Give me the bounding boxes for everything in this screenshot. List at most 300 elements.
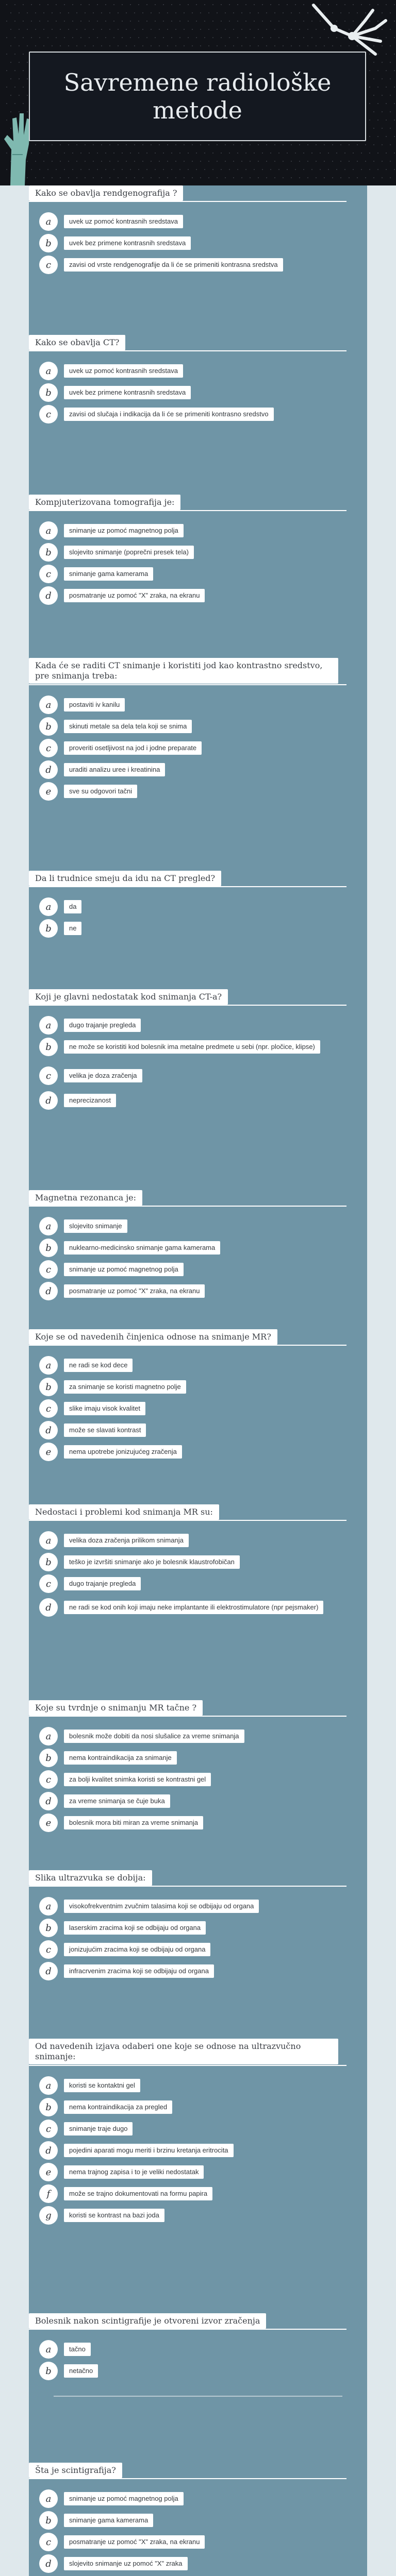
answer-option[interactable] [39,383,349,402]
dot [39,152,40,154]
dot [167,29,168,30]
answer-text: sve su odgovori tačni [64,785,137,798]
answer-option[interactable] [39,1574,349,1593]
dot [344,152,345,154]
dot [163,152,164,154]
dot [258,12,259,13]
dot [373,78,374,79]
answer-option[interactable] [39,234,349,252]
dot [89,4,90,5]
dot [14,4,15,5]
answer-option[interactable] [39,1260,349,1279]
answer-option[interactable] [39,1443,349,1461]
dot [307,161,308,162]
dot [283,161,284,162]
dot [130,169,131,170]
answer-option[interactable] [39,2120,349,2138]
dot [208,29,209,30]
dot [52,29,53,30]
answer-option[interactable] [39,1378,349,1396]
answer-option[interactable] [39,2206,349,2225]
question-underline [29,1886,346,1887]
answer-text: može se trajno dokumentovati na formu papira [64,2187,212,2200]
dot [188,21,189,22]
question-title-text: Od navedenih izjava odaberi one koje se odnose na ultrazvučno snimanje: [29,2039,338,2064]
dot [241,161,242,162]
dot [43,12,44,13]
dot [175,29,176,30]
dot [217,144,218,145]
answer-letter: e [39,782,58,801]
dot [134,29,135,30]
answer-text: ne radi se kod dece [64,1359,133,1372]
answer-option[interactable] [39,2184,349,2203]
dot [146,37,147,38]
dot [39,37,40,38]
answer-option[interactable] [39,696,349,714]
dot [138,169,139,170]
dot [85,161,86,162]
dot [163,37,164,38]
answer-letter: c [39,2120,58,2138]
dot [254,4,255,5]
dot [295,169,296,170]
dot [233,177,234,178]
answer-text: posmatranje uz pomoć "X" zraka, na ekranu [64,1284,205,1298]
dot [6,37,7,38]
dot [225,161,226,162]
dot [118,161,119,162]
dot [35,29,36,30]
answer-option[interactable] [39,2511,349,2530]
dot [291,45,292,46]
answer-text: snimanje gama kamerama [64,567,153,581]
dot [175,144,176,145]
dot [192,45,193,46]
dot [250,12,251,13]
dot [47,152,48,154]
dot [142,29,143,30]
dot [382,128,383,129]
answer-option[interactable] [39,1749,349,1767]
dot [43,177,44,178]
answer-option[interactable] [39,2554,349,2573]
answer-option[interactable] [39,1282,349,1300]
dot [64,21,65,22]
dot [122,169,123,170]
question-title-text: Magnetna rezonanca je: [29,1190,142,1206]
answer-option[interactable] [39,897,349,916]
answer-option[interactable] [39,586,349,605]
answer-option[interactable] [39,919,349,938]
dot [237,21,238,22]
answer-option[interactable] [39,760,349,779]
dot [64,169,65,170]
dot [386,169,387,170]
answer-text: postaviti iv kanilu [64,698,125,711]
answer-option[interactable] [39,1792,349,1810]
dot [188,152,189,154]
dot [365,161,366,162]
dot [204,21,205,22]
dot [184,177,185,178]
dot [151,144,152,145]
dot [241,45,242,46]
answer-option[interactable] [39,2076,349,2095]
answer-text: laserskim zracima koji se odbijaju od organa [64,1921,206,1935]
answer-option[interactable] [39,1038,349,1056]
answer-option[interactable] [39,1066,349,1085]
answer-option[interactable] [39,782,349,801]
dot [200,144,201,145]
answer-option[interactable] [39,1399,349,1418]
answer-text: posmatranje uz pomoć "X" zraka, na ekranu [64,2535,205,2549]
dot [394,54,395,55]
dot [373,177,374,178]
dot [340,161,341,162]
dot [89,152,90,154]
answer-letter: a [39,1531,58,1550]
question-title [29,1190,338,1206]
dot [270,152,271,154]
answer-option[interactable] [39,1897,349,1916]
answer-option[interactable] [39,256,349,274]
answer-letter: c [39,2533,58,2551]
dot [68,29,69,30]
answer-option[interactable] [39,717,349,736]
dot [126,144,127,145]
answer-option[interactable] [39,1356,349,1375]
dot [237,152,238,154]
answer-option[interactable] [39,212,349,231]
dot [221,4,222,5]
dot [27,29,28,30]
dot [299,29,300,30]
dot [369,136,370,137]
answer-option[interactable] [39,1962,349,1980]
question-title-text: Bolesnik nakon scintigrafije je otvoreni izvor zračenja [29,2313,266,2329]
answer-letter: b [39,919,58,938]
dot [192,161,193,162]
answer-option[interactable] [39,2163,349,2181]
dot [101,161,102,162]
dot [324,177,325,178]
dot [196,37,197,38]
dot [278,4,279,5]
dot [159,12,160,13]
answer-letter: e [39,1443,58,1461]
answer-letter: c [39,1770,58,1789]
dot [184,161,185,162]
dot [109,144,110,145]
dot [138,4,139,5]
answer-option[interactable] [39,2340,349,2359]
dot [23,4,24,5]
dot [167,177,168,178]
dot [23,37,24,38]
answer-option[interactable] [39,1239,349,1257]
dot [311,152,312,154]
answer-letter: e [39,2163,58,2181]
dot [109,177,110,178]
answer-option[interactable] [39,2362,349,2380]
answer-letter: b [39,1239,58,1257]
dot [233,12,234,13]
dot [85,45,86,46]
dot [377,152,378,154]
dot [316,177,317,178]
dot [390,111,391,112]
answer-option[interactable] [39,739,349,757]
dot [229,37,230,38]
dot [382,177,383,178]
question-title [29,2463,338,2478]
dot [167,144,168,145]
dot [155,152,156,154]
dot [336,152,337,154]
answer-option[interactable] [39,2533,349,2551]
dot [373,111,374,112]
answer-option[interactable] [39,1016,349,1035]
dot [60,29,61,30]
question-title-text: Slika ultrazvuka se dobija: [29,1870,152,1886]
dot [307,177,308,178]
answer-option[interactable] [39,2489,349,2508]
dot [266,161,267,162]
dot [142,161,143,162]
dot [192,144,193,145]
dot [316,161,317,162]
answer-letter: a [39,1897,58,1916]
dot [212,21,213,22]
dot [369,103,370,104]
dot [316,144,317,145]
answer-option[interactable] [39,1727,349,1745]
dot [394,136,395,137]
dot [229,21,230,22]
dot [72,169,73,170]
answer-option[interactable] [39,1531,349,1550]
answer-option[interactable] [39,521,349,540]
dot [159,161,160,162]
answer-letter: d [39,760,58,779]
dot [221,21,222,22]
dot [72,152,73,154]
dot [134,177,135,178]
answer-text: bolesnik može dobiti da nosi slušalice za vreme snimanja [64,1730,244,1743]
answer-letter: d [39,1421,58,1439]
dot [167,161,168,162]
dot [278,169,279,170]
title-box [29,52,366,141]
dot [291,144,292,145]
dot [68,45,69,46]
answer-text: skinuti metale sa dela tela koji se snima [64,720,192,733]
dot [270,37,271,38]
answer-letter: a [39,2076,58,2095]
answer-option[interactable] [39,362,349,380]
answer-letter: g [39,2206,58,2225]
answer-text: posmatranje uz pomoć "X" zraka, na ekranu [64,589,205,602]
answer-letter: d [39,1282,58,1300]
dot [93,45,94,46]
dot [274,144,275,145]
question-title [29,2040,338,2063]
dot [31,4,32,5]
answer-letter: d [39,1091,58,1110]
dot [233,29,234,30]
answer-letter: b [39,1038,58,1056]
question-underline [29,2329,346,2330]
quiz-panel [29,185,367,2576]
answer-letter: b [39,1378,58,1396]
answer-option[interactable] [39,2141,349,2160]
answer-text: velika doza zračenja prilikom snimanja [64,1534,189,1547]
answer-text: nema trajnog zapisa i to je veliki nedostatak [64,2165,204,2179]
dot [245,169,246,170]
answer-letter: f [39,2184,58,2203]
question-title [29,1700,338,1716]
answer-text: da [64,900,81,913]
dot [14,54,15,55]
dot [76,12,77,13]
dot [113,152,114,154]
answer-text: snimanje uz pomoć magnetnog polja [64,1263,184,1276]
dot [31,37,32,38]
answer-option[interactable] [39,1919,349,1937]
answer-letter: e [39,1814,58,1832]
answer-option[interactable] [39,1091,349,1110]
answer-letter: c [39,1940,58,1959]
answer-option[interactable] [39,1553,349,1571]
dot [373,144,374,145]
dot [179,152,180,154]
dot [122,152,123,154]
question-underline [29,1206,346,1207]
dot [295,37,296,38]
answer-text: zavisi od slučaja i indikacija da li će se primeniti kontrasno sredstvo [64,408,274,421]
dot [188,37,189,38]
answer-option[interactable] [39,1940,349,1959]
question-title [29,1870,338,1886]
answer-letter: c [39,739,58,757]
dot [196,21,197,22]
dot [93,177,94,178]
answer-option[interactable] [39,565,349,583]
dot [118,29,119,30]
answer-option[interactable] [39,1217,349,1235]
dot [60,161,61,162]
dot [361,152,362,154]
question-title-text: Da li trudnice smeju da idu na CT pregled? [29,871,221,886]
question-underline [29,886,346,887]
answer-text: slojevito snimanje uz pomoć "X" zraka [64,2557,188,2570]
dot [64,37,65,38]
dot [68,12,69,13]
dot [76,161,77,162]
dot [291,161,292,162]
dot [196,4,197,5]
dot [163,21,164,22]
dot [138,37,139,38]
dot [52,177,53,178]
dot [60,45,61,46]
answer-text: ne radi se kod onih koji imaju neke implantante ili elektrostimulatore (npr pejsmaker) [64,1601,323,1614]
dot [287,169,288,170]
answer-option[interactable] [39,405,349,423]
dot [113,21,114,22]
dot [159,45,160,46]
dot [274,177,275,178]
dot [254,21,255,22]
question-title-text: Koje se od navedenih činjenica odnose na snimanje MR? [29,1329,277,1345]
dot [80,152,81,154]
dot [179,4,180,5]
dot [283,45,284,46]
answer-option[interactable] [39,1598,349,1617]
question-title [29,1504,338,1520]
dot [171,21,172,22]
question-title-text: Kako se obavlja rendgenografija ? [29,185,183,201]
dot [390,161,391,162]
dot [76,45,77,46]
answer-option[interactable] [39,1421,349,1439]
question-title [29,1329,338,1345]
answer-letter: a [39,1217,58,1235]
answer-option[interactable] [39,1814,349,1832]
dot [303,152,304,154]
dot [134,12,135,13]
answer-option[interactable] [39,543,349,562]
dot [14,37,15,38]
question-title-text: Kada će se raditi CT snimanje i koristiti jod kao kontrastno sredstvo, pre snimanja treba: [29,658,338,684]
answer-letter: b [39,234,58,252]
dot [56,21,57,22]
dot [212,169,213,170]
dot [10,12,11,13]
question-title [29,185,338,201]
answer-text: pojedini aparati mogu meriti i brzinu kretanja eritrocita [64,2144,234,2157]
answer-option[interactable] [39,1770,349,1789]
dot [254,169,255,170]
dot [47,4,48,5]
dot [6,54,7,55]
dot [390,95,391,96]
answer-letter: b [39,2362,58,2380]
dot [105,169,106,170]
dot [76,177,77,178]
answer-text: snimanje gama kamerama [64,2514,153,2527]
dot [394,152,395,154]
dot [14,21,15,22]
dot [89,37,90,38]
dot [291,177,292,178]
dot [299,12,300,13]
dot [192,29,193,30]
dot [353,169,354,170]
dot [175,177,176,178]
question-underline [29,684,346,685]
answer-option[interactable] [39,2098,349,2116]
dot [266,177,267,178]
dot [278,152,279,154]
dot [229,4,230,5]
dot [130,152,131,154]
dot [101,12,102,13]
dot [307,144,308,145]
answer-text: nema upotrebe jonizujućeg zračenja [64,1445,182,1459]
dot [6,4,7,5]
